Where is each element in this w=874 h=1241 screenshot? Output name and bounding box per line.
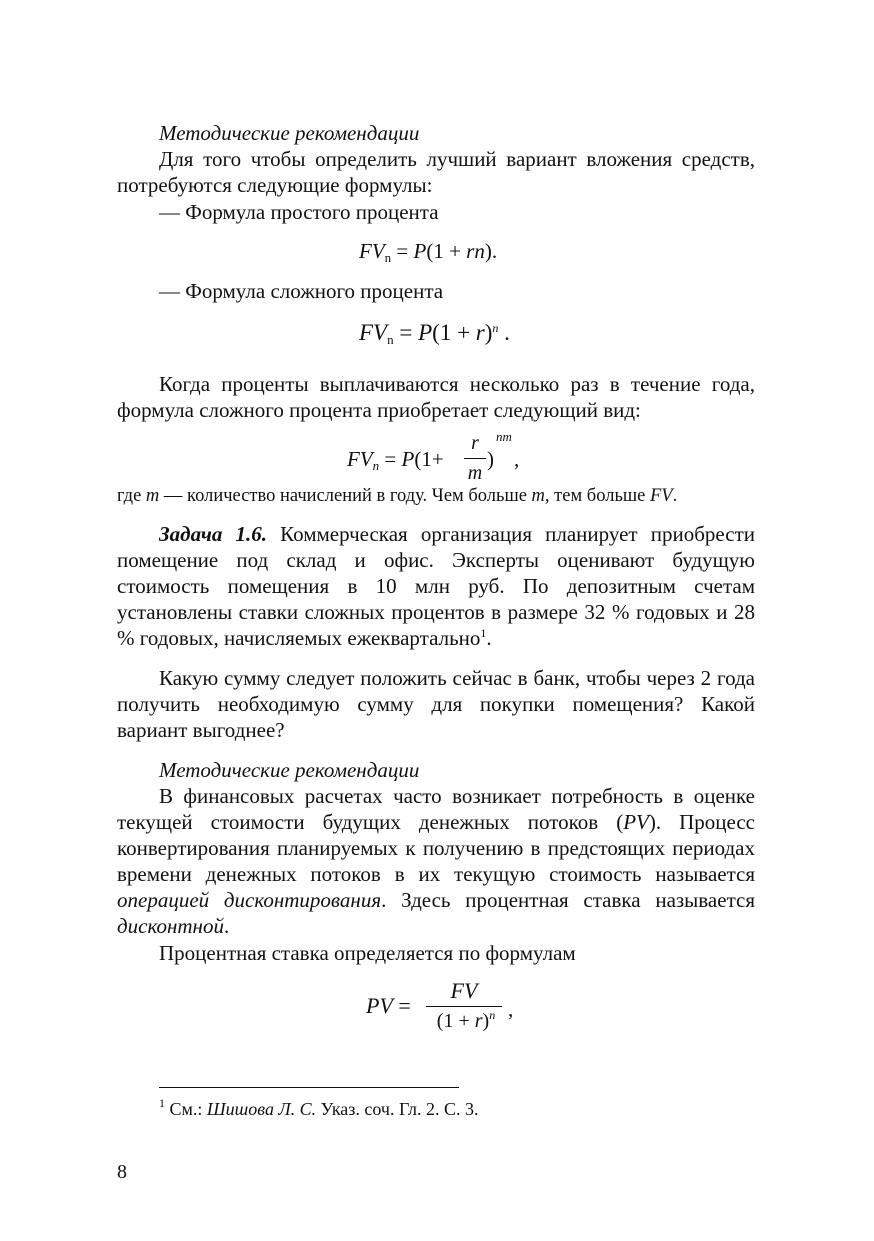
formula-subscript: n [372,458,380,473]
formula-body: (1 + [426,239,467,263]
simple-interest-item: — Формула простого процента [159,200,439,224]
simple-interest-formula [359,238,497,264]
formula-equals: = [393,320,419,345]
formula-fv: FV [359,320,388,345]
formula-fv: FV [359,239,385,263]
formula-exponent: n [492,321,499,335]
page-number: 8 [117,1161,127,1183]
text-segment: Указ. соч. Гл. 2. С. 3. [316,1099,479,1119]
fraction-numerator: r [471,432,479,454]
formula-left [347,446,444,472]
footnote-reference: 1 [480,626,487,640]
formula-p: P [401,447,415,471]
intro-paragraph: Для того чтобы определить лучший вариант вложения средств, потребуются следующие формулы: [117,147,755,197]
text-segment: В финансовых расчетах часто возникает потребность в оценке текущей стоимости будущих денежных потоков ( [117,784,755,834]
text-segment: где [117,486,146,506]
formula-close: ) [484,320,493,345]
variable-fv: FV [649,486,673,506]
variable-pv: PV [623,810,649,834]
task-label: Задача 1.6. [159,522,267,546]
formula-open: (1+ [414,447,444,471]
variable-explanation [117,483,677,509]
formula-r: r [474,1010,483,1032]
fraction-bar [426,1006,502,1007]
formula-end: . [498,320,510,345]
section-heading: Методические рекомендации [159,121,420,145]
formula-rn: rn [466,239,485,263]
formula-r: r [475,320,485,345]
footnote [159,1098,479,1120]
formula-open: (1 + [436,1010,475,1032]
rate-paragraph: Процентная ставка определяется по формулам [159,941,576,965]
footnote-author: Шишова Л. С. [206,1099,317,1119]
formula-subscript: n [387,332,394,347]
formula-close: ). [484,239,498,263]
text-segment: ). Процесс конвертирования планируемых к получению в предстоящих периодах времени денежных потоков в их текущую стоимость называется [117,810,756,886]
compound-explanation-paragraph: Когда проценты выплачиваются несколько раз в течение года, формула сложного процента приобретает следующий вид: [117,372,755,422]
variable-m: m [145,486,160,506]
discounting-paragraph [117,783,755,939]
formula-close: ) [487,447,494,471]
footnote-number: 1 [159,1096,165,1110]
formula-fv: FV [347,447,373,471]
term-discounting: операцией дисконтирования [117,888,382,912]
text-segment: — количество начислений в году. Чем больше [159,486,532,506]
variable-m: m [531,486,545,506]
text-segment: . Здесь процентная ставка называется [381,888,755,912]
formula-equals: = [392,993,411,1018]
formula-equals: = [391,239,414,263]
fraction-bar [464,458,486,459]
fraction-denominator: m [467,462,483,484]
formula-subscript: n [384,250,392,265]
formula-open: (1 + [432,320,476,345]
formula-exponent: nm [496,429,512,444]
formula-left [366,993,411,1019]
formula-p: P [413,239,427,263]
section-heading: Методические рекомендации [159,758,420,782]
task-paragraph [117,521,755,651]
term-discount-rate: дисконтной [117,914,224,938]
footnote-divider [159,1087,459,1088]
fraction-denominator [426,1010,506,1033]
formula-pv: PV [366,993,393,1018]
formula-close: ) [482,1010,490,1032]
formula-end: , [508,997,514,1021]
fraction-numerator: FV [450,978,478,1003]
formula-equals: = [379,447,402,471]
formula-exponent: n [489,1008,496,1022]
text-segment: . [223,914,230,938]
text-segment: . [672,486,678,506]
question-paragraph: Какую сумму следует положить сейчас в банк, чтобы через 2 года получить необходимую сумму для покупки помещения? Какой вариант выгоднее? [117,666,755,742]
text-segment: См.: [165,1099,207,1119]
formula-end: , [514,447,520,471]
compound-interest-formula [359,320,510,346]
text-segment: . [486,626,492,650]
text-segment: , тем больше [544,486,650,506]
task-text: Коммерческая организация планирует приобрести помещение под склад и офис. Эксперты оценивают будущую стоимость помещения в 10 млн руб. По депозитным счетам установлены ставки сложных процентов в размере 32 % годовых и 28 % годовых, начисляемых ежеквартально [117,522,755,650]
formula-p: P [418,320,433,345]
compound-interest-item: — Формула сложного процента [159,279,444,303]
